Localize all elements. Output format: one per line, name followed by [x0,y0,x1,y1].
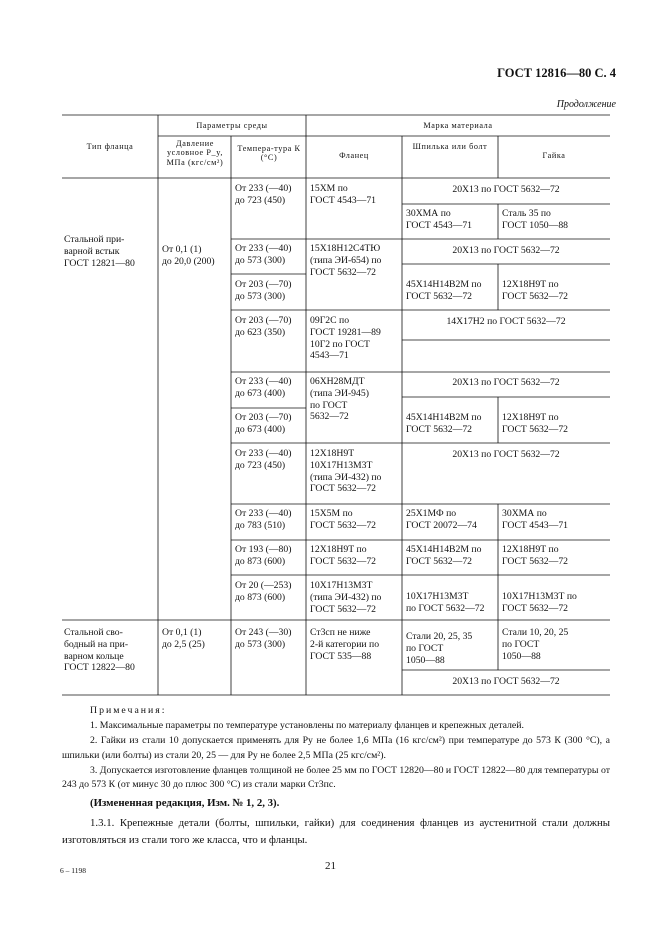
temperature-cell: От 233 (—40) до 573 (300) [235,243,292,266]
note-item: 2. Гайки из стали 10 допускается применять для Pу не более 1,6 МПа (16 кгс/см²) при температуре до 573 К (300 °С), а шпильки (или болты) из стали 20, 25 — для Pу не более 2,5 МПа (25 кгс/см²). [62,734,610,761]
notes-heading: Примечания: [90,705,167,716]
fastener-merged: 20Х13 по ГОСТ 5632—72 [452,184,560,195]
flange-material: Ст3сп не ниже 2-й категории по ГОСТ 535—88 [310,627,380,662]
flange-material: 15Х5М по ГОСТ 5632—72 [310,508,377,531]
flange-material: 06ХН28МДТ (типа ЭИ-945) по ГОСТ 5632—72 [310,376,369,423]
nut-material: 12Х18Н9Т по ГОСТ 5632—72 [502,412,569,435]
header-flange: Фланец [339,151,369,160]
page-number: 21 [325,860,336,872]
nut-material: 12Х18Н9Т по ГОСТ 5632—72 [502,544,569,567]
temperature-cell: От 233 (—40) до 673 (400) [235,376,292,399]
flange-material: 15Х18Н12С4ТЮ (типа ЭИ-654) по ГОСТ 5632—72 [310,243,382,278]
pressure-weld-neck: От 0,1 (1) до 20,0 (200) [162,244,215,267]
flange-material: 09Г2С по ГОСТ 19281—89 10Г2 по ГОСТ 4543—71 [310,315,381,362]
flange-type-loose-ring: Стальной сво- бодный на при- варном кольце ГОСТ 12822—80 [64,627,135,674]
stud-material: 45Х14Н14В2М по ГОСТ 5632—72 [406,412,482,435]
stud-material: 45Х14Н14В2М по ГОСТ 5632—72 [406,279,482,302]
nut-material: 30ХМА по ГОСТ 4543—71 [502,508,569,531]
flange-material: 12Х18Н9Т по ГОСТ 5632—72 [310,544,377,567]
pressure-loose-ring: От 0,1 (1) до 2,5 (25) [162,627,205,650]
header-nut: Гайка [542,151,566,160]
stud-material: 10Х17Н13М3Т по ГОСТ 5632—72 [406,591,485,614]
stud-material: 45Х14Н14В2М по ГОСТ 5632—72 [406,544,482,567]
fastener-merged: 20Х13 по ГОСТ 5632—72 [452,449,560,460]
body-paragraph: 1.3.1. Крепежные детали (болты, шпильки, гайки) для соединения фланцев из аустенитной стали должны изготовляться из стали того же класса, что и фланцы. [62,817,610,846]
nut-material: Сталь 35 по ГОСТ 1050—88 [502,208,569,231]
flange-material: 12Х18Н9Т 10Х17Н13М3Т (типа ЭИ-432) по ГОСТ 5632—72 [310,448,382,495]
nut-material: 12Х18Н9Т по ГОСТ 5632—72 [502,279,569,302]
amendment-note: (Измененная редакция, Изм. № 1, 2, 3). [90,797,280,809]
stud-material: Стали 20, 25, 35 по ГОСТ 1050—88 [406,631,473,666]
continuation-label: Продолжение [556,99,616,110]
note-item: 1. Максимальные параметры по температуре установлены по материалу фланцев и крепежных деталей. [90,719,524,731]
note-item: 3. Допускается изготовление фланцев толщиной не более 25 мм по ГОСТ 12820—80 и ГОСТ 12822—80 для температуры от 243 до 573 К (от минус 30 до плюс 300 °С) из стали марки Ст3пс. [62,764,610,791]
header-pressure: Давление условное P_y, МПа (кгс/см²) [166,139,224,167]
temperature-cell: От 203 (—70) до 573 (300) [235,279,292,302]
standard-header: ГОСТ 12816—80 С. 4 [497,66,616,80]
temperature-cell: От 20 (—253) до 873 (600) [235,580,292,603]
header-env-params: Параметры среды [196,121,268,130]
header-stud-bolt: Шпилька или болт [412,142,488,151]
temperature-cell: От 193 (—80) до 873 (600) [235,544,292,567]
fastener-merged: 20Х13 по ГОСТ 5632—72 [452,377,560,388]
flange-material: 10Х17Н13М3Т (типа ЭИ-432) по ГОСТ 5632—72 [310,580,382,615]
notes-block [62,704,610,793]
temperature-cell: От 233 (—40) до 783 (510) [235,508,292,531]
fastener-merged: 20Х13 по ГОСТ 5632—72 [452,676,560,687]
fastener-merged: 20Х13 по ГОСТ 5632—72 [452,245,560,256]
print-code: 6 – 1198 [60,866,86,875]
fastener-merged: 14Х17Н2 по ГОСТ 5632—72 [446,316,566,327]
header-temperature: Темпера-тура К (°С) [237,144,301,163]
temperature-cell: От 243 (—30) до 573 (300) [235,627,292,650]
temperature-cell: От 233 (—40) до 723 (450) [235,183,292,206]
flange-material: 15ХМ по ГОСТ 4543—71 [310,183,377,206]
temperature-cell: От 203 (—70) до 623 (350) [235,315,292,338]
temperature-cell: От 233 (—40) до 723 (450) [235,448,292,471]
stud-material: 30ХМА по ГОСТ 4543—71 [406,208,473,231]
stud-material: 25Х1МФ по ГОСТ 20072—74 [406,508,477,531]
header-flange-type: Тип фланца [86,142,134,151]
header-material-grade: Марка материала [423,121,493,130]
nut-material: 10Х17Н13М3Т по ГОСТ 5632—72 [502,591,577,614]
temperature-cell: От 203 (—70) до 673 (400) [235,412,292,435]
flange-type-weld-neck: Стальной при- варной встык ГОСТ 12821—80 [64,234,135,269]
nut-material: Стали 10, 20, 25 по ГОСТ 1050—88 [502,627,569,662]
